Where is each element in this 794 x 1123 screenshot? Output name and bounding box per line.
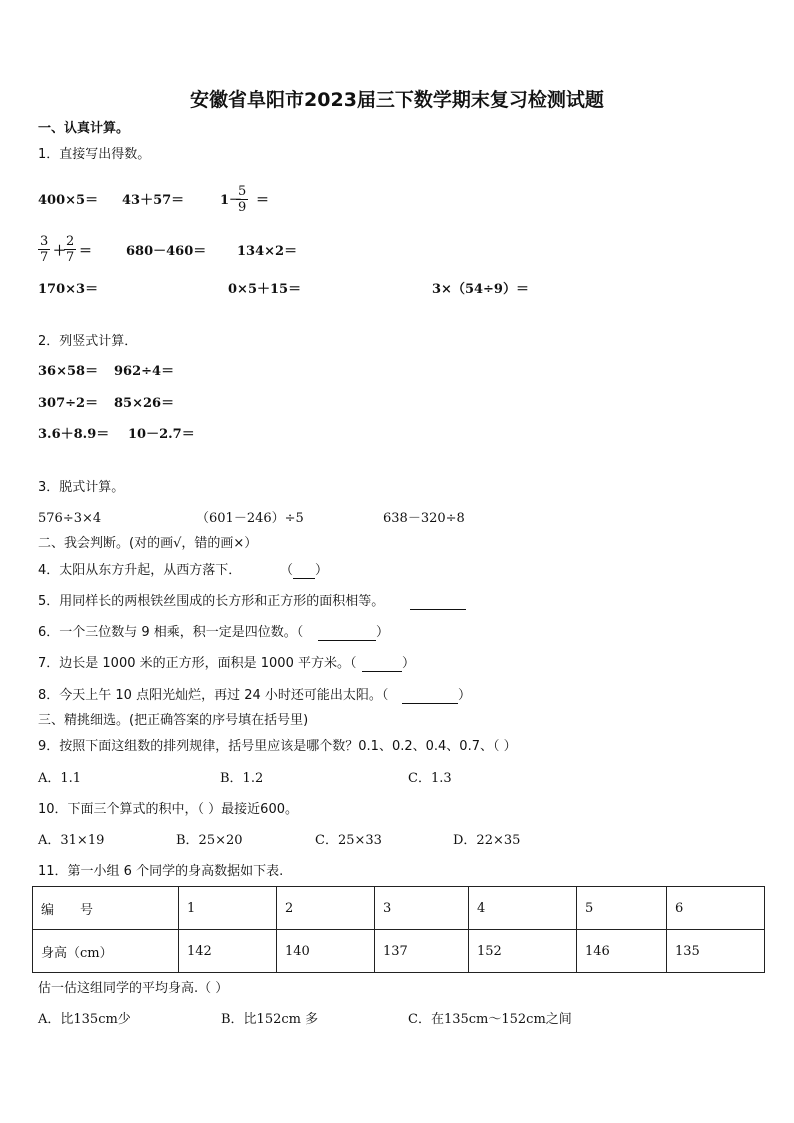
answer-blank-8[interactable] — [402, 688, 471, 704]
q1-item-b: 43＋57＝ — [122, 193, 185, 208]
section-heading-1: 一、认真计算。 — [38, 121, 130, 136]
question-6-text: 6．一个三位数与 9 相乘，积一定是四位数。（ — [38, 625, 304, 640]
equals-sign: ＝ — [79, 244, 93, 259]
q9-option-b[interactable]: B．1.2 — [220, 771, 264, 786]
question-8-text: 8．今天上午 10 点阳光灿烂，再过 24 小时还可能出太阳。（ — [38, 688, 389, 703]
table-header-cell: 身高（cm） — [33, 930, 179, 973]
q10-option-c[interactable]: C．25×33 — [315, 833, 382, 848]
q1-item-c-prefix: 1－ — [220, 193, 243, 208]
q1-item-a: 400×5＝ — [38, 193, 99, 208]
q10-option-d[interactable]: D．22×35 — [453, 833, 521, 848]
question-3-label: 3．脱式计算。 — [38, 480, 125, 495]
table-cell: 3 — [375, 887, 469, 930]
height-table — [32, 886, 765, 973]
table-cell: 142 — [179, 930, 277, 973]
q1-item-h: 0×5＋15＝ — [228, 282, 302, 297]
fraction-denominator: 9 — [238, 200, 247, 215]
fraction-2-7 — [64, 234, 76, 265]
bracket-close: ） — [402, 656, 416, 671]
table-header-cell: 编 号 — [33, 887, 179, 930]
q11-option-b[interactable]: B．比152cm 多 — [221, 1012, 319, 1027]
table-cell: 137 — [375, 930, 469, 973]
q2-item: 85×26＝ — [114, 396, 175, 411]
q9-option-c[interactable]: C．1.3 — [408, 771, 452, 786]
table-cell: 4 — [469, 887, 577, 930]
fraction-numerator: 2 — [66, 234, 75, 249]
q9-option-a[interactable]: A．1.1 — [38, 771, 82, 786]
fraction-5-9 — [236, 184, 248, 215]
question-5-text: 5．用同样长的两根铁丝围成的长方形和正方形的面积相等。 — [38, 594, 385, 609]
fraction-3-7 — [38, 234, 50, 265]
answer-blank-6[interactable] — [318, 625, 389, 641]
fraction-numerator: 3 — [40, 234, 49, 249]
question-11-text: 11．第一小组 6 个同学的身高数据如下表. — [38, 864, 284, 879]
q1-item-c-suffix: ＝ — [256, 193, 270, 208]
fraction-denominator: 7 — [66, 250, 75, 265]
section-heading-2: 二、我会判断。(对的画√，错的画×） — [38, 536, 258, 551]
q1-item-f: 134×2＝ — [237, 244, 298, 259]
plus-sign: ＋ — [53, 244, 67, 259]
fraction-numerator: 5 — [238, 184, 247, 199]
bracket-open: （ — [280, 563, 294, 578]
answer-blank-4[interactable] — [280, 563, 328, 579]
bracket-close: ） — [376, 625, 390, 640]
q3-item: （601－246）÷5 — [196, 511, 304, 526]
q11-option-a[interactable]: A．比135cm少 — [38, 1012, 131, 1027]
q1-item-g: 170×3＝ — [38, 282, 99, 297]
q2-item: 307÷2＝ — [38, 396, 99, 411]
table-cell: 140 — [277, 930, 375, 973]
table-cell: 152 — [469, 930, 577, 973]
section-heading-3: 三、精挑细选。(把正确答案的序号填在括号里) — [38, 713, 309, 728]
question-7-text: 7．边长是 1000 米的正方形，面积是 1000 平方米。（ — [38, 656, 357, 671]
question-10-text: 10．下面三个算式的积中，（ ）最接近600。 — [38, 802, 298, 817]
table-cell: 5 — [577, 887, 667, 930]
q2-item: 10－2.7＝ — [128, 427, 195, 442]
table-cell: 6 — [667, 887, 765, 930]
table-cell: 2 — [277, 887, 375, 930]
table-cell: 135 — [667, 930, 765, 973]
q2-item: 3.6＋8.9＝ — [38, 427, 110, 442]
table-cell: 1 — [179, 887, 277, 930]
q3-item: 576÷3×4 — [38, 511, 102, 526]
table-cell: 146 — [577, 930, 667, 973]
answer-blank-5[interactable] — [410, 594, 466, 610]
q1-item-i: 3×（54÷9）＝ — [432, 282, 529, 297]
table-row — [33, 887, 765, 930]
q10-option-a[interactable]: A．31×19 — [38, 833, 105, 848]
bracket-close: ） — [458, 688, 472, 703]
page-title: 安徽省阜阳市2023届三下数学期末复习检测试题 — [190, 89, 604, 111]
q3-item: 638－320÷8 — [383, 511, 465, 526]
question-9-text: 9．按照下面这组数的排列规律，括号里应该是哪个数？0.1、0.2、0.4、0.7、（ ） — [38, 739, 517, 754]
question-11-prompt: 估一估这组同学的平均身高.（ ） — [38, 981, 229, 996]
bracket-close: ） — [315, 563, 329, 578]
q1-item-e: 680－460＝ — [126, 244, 207, 259]
answer-blank-7[interactable] — [362, 656, 415, 672]
q2-item: 962÷4＝ — [114, 364, 175, 379]
table-row — [33, 930, 765, 973]
question-4-text: 4．太阳从东方升起，从西方落下． — [38, 563, 242, 578]
q10-option-b[interactable]: B．25×20 — [176, 833, 243, 848]
q2-item: 36×58＝ — [38, 364, 99, 379]
fraction-denominator: 7 — [40, 250, 49, 265]
question-2-label: 2．列竖式计算． — [38, 334, 138, 349]
q11-option-c[interactable]: C．在135cm～152cm之间 — [408, 1012, 572, 1027]
question-1-label: 1．直接写出得数。 — [38, 147, 151, 162]
